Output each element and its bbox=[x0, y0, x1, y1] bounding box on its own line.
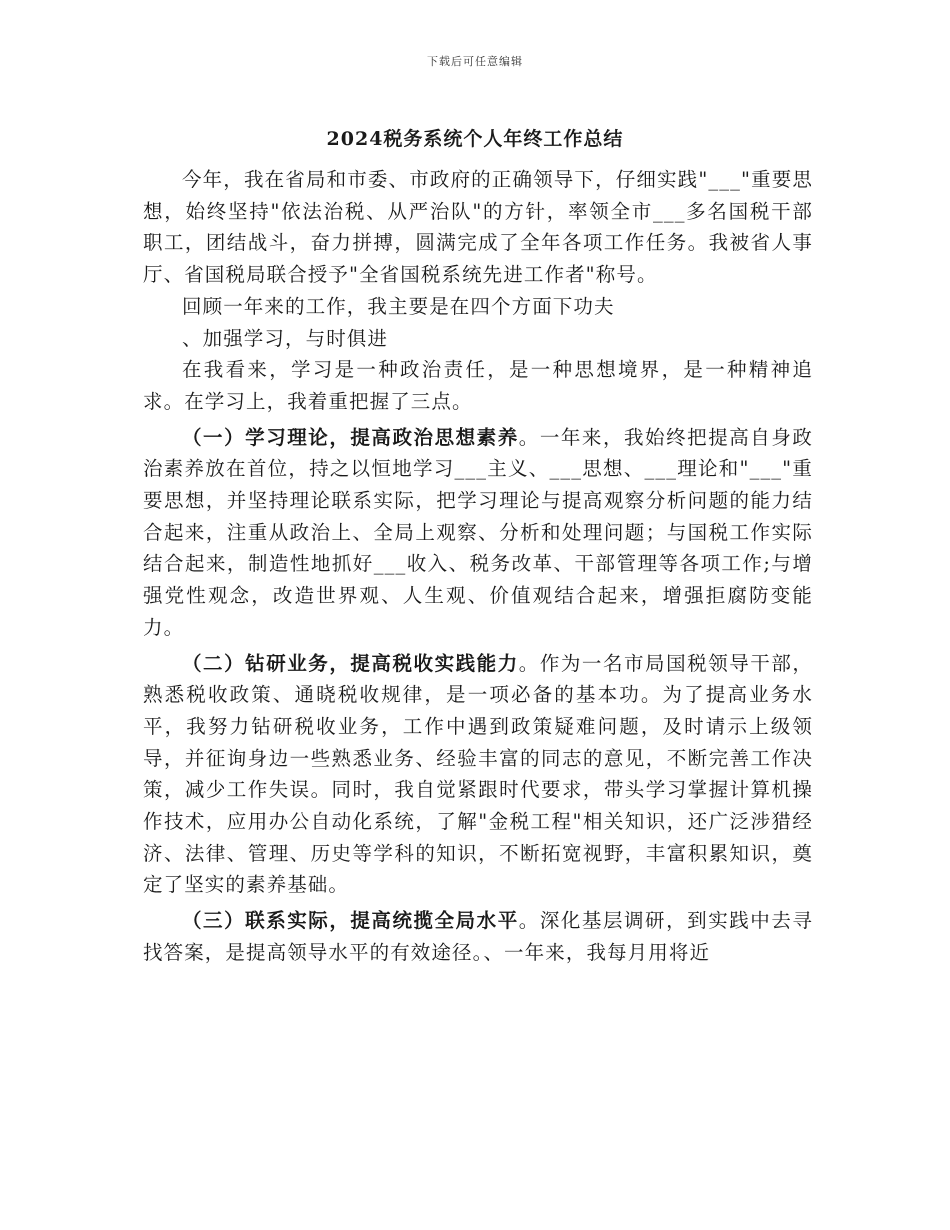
document-title: 2024税务系统个人年终工作总结 bbox=[326, 128, 624, 150]
section-1 bbox=[143, 422, 813, 644]
section-3-body: 。深化基层调研，到实践中去寻找答案，是提高领导水平的有效途径。、一年来，我每月用将近 bbox=[143, 909, 813, 964]
paragraph-heading-study: 、加强学习，与时俱进 bbox=[182, 326, 389, 350]
paragraph-intro: 今年，我在省局和市委、市政府的正确领导下，仔细实践"___"重要思想，始终坚持"依法治税、从严治队"的方针，率领全市___多名国税干部职工，团结战斗，奋力拼搏，圆满完成了全年各项工作任务。我被省人事厅、省国税局联合授予"全省国税系统先进工作者"称号。 bbox=[143, 168, 813, 287]
section-2 bbox=[143, 648, 813, 902]
section-3-heading: （三）联系实际，提高统揽全局水平 bbox=[182, 909, 519, 933]
section-1-body: 。一年来，我始终把提高自身政治素养放在首位，持之以恒地学习___主义、___思想、___理论和"___"重要思想，并坚持理论联系实际，把学习理论与提高观察分析问题的能力结合起来，注重从政治上、全局上观察、分析和处理问题；与国税工作实际结合起来，制造性地抓好___收入、税务改革、干部管理等各项工作;与增强党性观念，改造世界观、人生观、价值观结合起来，增强拒腐防变能力。 bbox=[143, 425, 813, 639]
section-1-heading: （一）学习理论，提高政治思想素养 bbox=[182, 425, 519, 449]
paragraph-study-intro: 在我看来，学习是一种政治责任，是一种思想境界，是一种精神追求。在学习上，我着重把握了三点。 bbox=[143, 358, 813, 413]
section-2-body: 。作为一名市局国税领导干部，熟悉税收政策、通晓税收规律，是一项必备的基本功。为了提高业务水平，我努力钻研税收业务，工作中遇到政策疑难问题，及时请示上级领导，并征询身边一些熟悉业务、经验丰富的同志的意见，不断完善工作决策，减少工作失误。同时，我自觉紧跟时代要求，带头学习掌握计算机操作技术，应用办公自动化系统，了解"金税工程"相关知识，还广泛涉猎经济、法律、管理、历史等学科的知识，不断拓宽视野，丰富积累知识，奠定了坚实的素养基础。 bbox=[143, 651, 813, 897]
header-note: 下载后可任意编辑 bbox=[427, 55, 523, 68]
section-2-heading: （二）钻研业务，提高税收实践能力 bbox=[182, 651, 519, 675]
paragraph-review: 回顾一年来的工作，我主要是在四个方面下功夫 bbox=[182, 294, 615, 318]
document-body bbox=[143, 164, 813, 969]
section-3 bbox=[143, 905, 813, 968]
